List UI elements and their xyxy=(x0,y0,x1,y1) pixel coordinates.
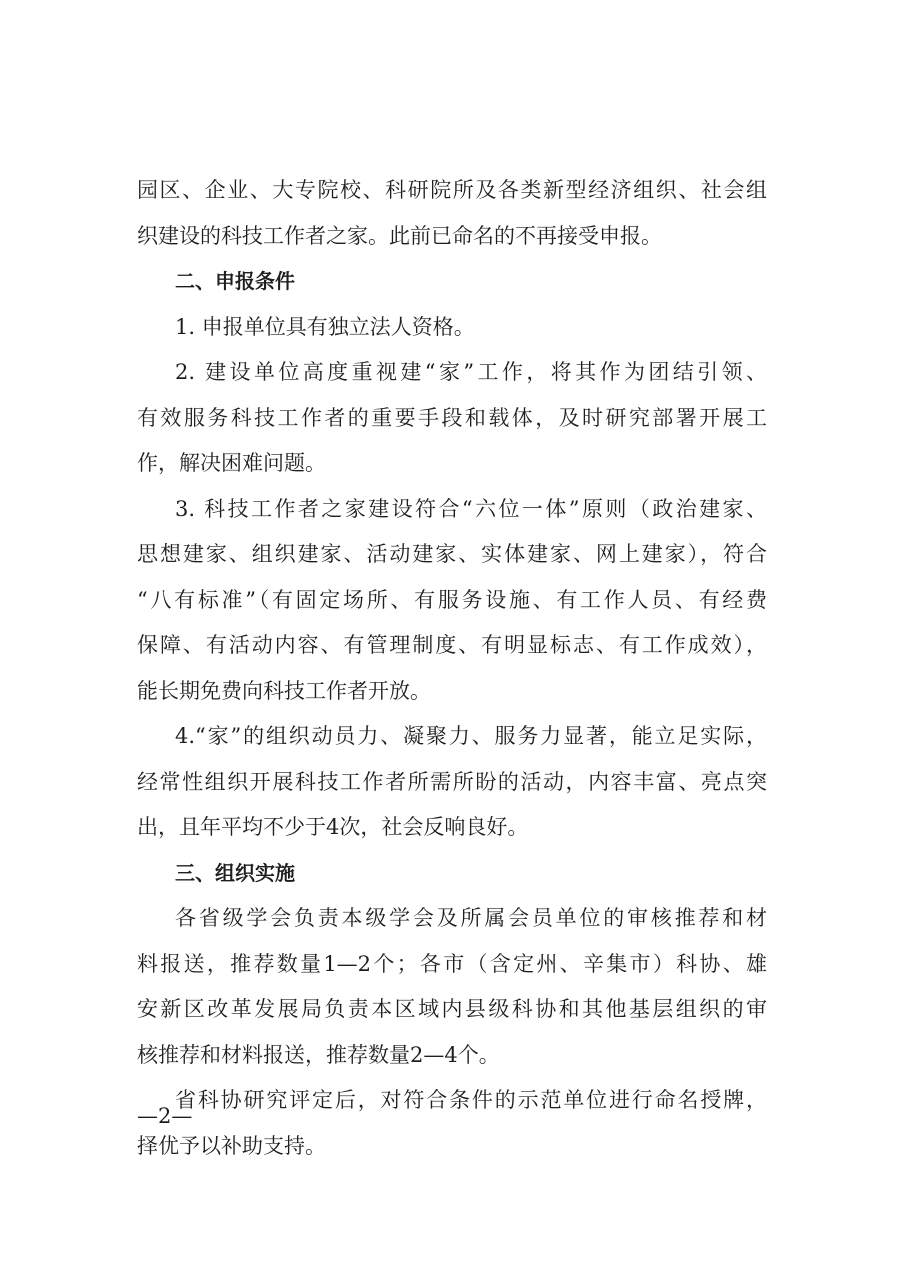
paragraph-line: 有效服务科技工作者的重要手段和载体，及时研究部署开展工 xyxy=(137,405,767,430)
paragraph-line: 能长期免费向科技工作者开放。 xyxy=(137,678,431,703)
paragraph-line: 经常性组织开展科技工作者所需所盼的活动，内容丰富、亮点突 xyxy=(137,769,767,794)
paragraph-line: 保障、有活动内容、有管理制度、有明显标志、有工作成效）， xyxy=(137,633,767,657)
page-number: —2— xyxy=(137,1104,193,1128)
paragraph-line: 择优予以补助支持。 xyxy=(137,1133,326,1158)
paragraph-line: 作，解决困难问题。 xyxy=(137,451,326,475)
list-item-2: 2. 建设单位高度重视建“家”工作，将其作为团结引领、 xyxy=(175,360,767,384)
paragraph-line: 思想建家、组织建家、活动建家、实体建家、网上建家），符合 xyxy=(137,542,767,566)
paragraph-line: 安新区改革发展局负责本区域内县级科协和其他基层组织的审 xyxy=(137,997,767,1021)
paragraph-line: 出，且年平均不少于4次，社会反响良好。 xyxy=(137,815,529,839)
paragraph-line: 织建设的科技工作者之家。此前已命名的不再接受申报。 xyxy=(137,223,662,248)
paragraph-line: 核推荐和材料报送，推荐数量2—4个。 xyxy=(137,1042,500,1067)
section-heading-organization: 三、组织实施 xyxy=(175,860,295,885)
paragraph-line: “八有标准”（有固定场所、有服务设施、有工作人员、有经费 xyxy=(137,587,767,612)
paragraph-line: 各省级学会负责本级学会及所属会员单位的审核推荐和材 xyxy=(175,906,767,930)
paragraph-line: 园区、企业、大专院校、科研院所及各类新型经济组织、社会组 xyxy=(137,178,767,202)
list-item-3: 3. 科技工作者之家建设符合“六位一体”原则（政治建家、 xyxy=(175,496,767,521)
section-heading-application-conditions: 二、申报条件 xyxy=(175,269,295,293)
list-item-1: 1. 申报单位具有独立法人资格。 xyxy=(175,314,475,339)
document-body xyxy=(137,168,767,1169)
list-item-4: 4.“家”的组织动员力、凝聚力、服务力显著，能立足实际， xyxy=(175,724,767,748)
paragraph-line: 料报送，推荐数量1—2个；各市（含定州、辛集市）科协、雄 xyxy=(137,951,767,976)
paragraph-line: 省科协研究评定后，对符合条件的示范单位进行命名授牌， xyxy=(175,1088,767,1112)
